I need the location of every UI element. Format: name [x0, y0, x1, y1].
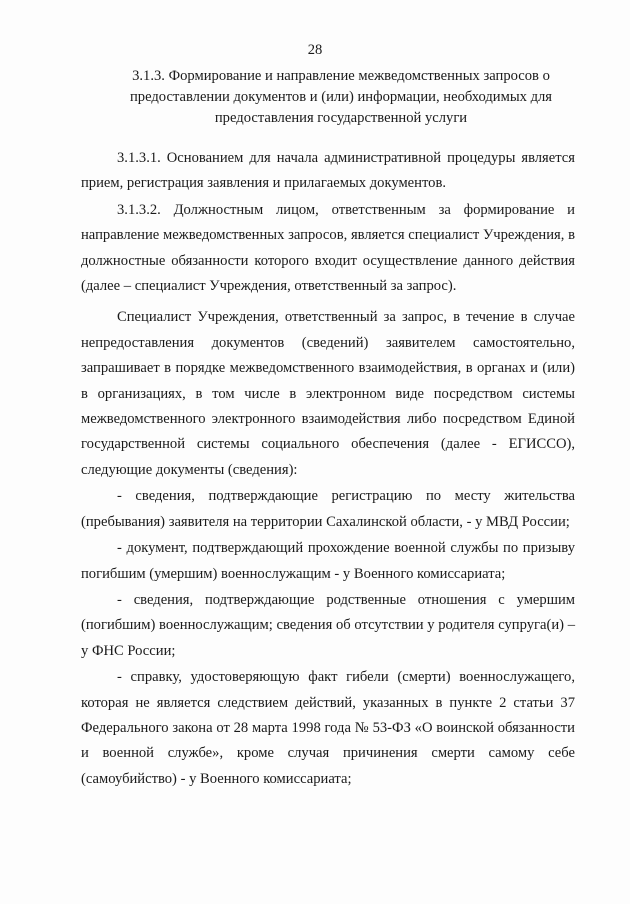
- paragraph-basis: 3.1.3.1. Основанием для начала административной процедуры является прием, регистрация заявления и прилагаемых документов.: [81, 150, 575, 192]
- page-number: 28: [307, 42, 323, 58]
- list-item-family-relations: - сведения, подтверждающие родственные отношения с умершим (погибшим) военнослужащим; сведения об отсутствии у родителя супруга(и) – у ФНС России;: [81, 591, 575, 659]
- section-heading: 3.1.3. Формирование и направление межведомственных запросов о предоставлении документов и (или) информации, необходимых для предоставления государственной услуги: [129, 68, 552, 126]
- paragraph-specialist-request: Специалист Учреждения, ответственный за запрос, в течение в случае непредоставления документов (сведений) заявителем самостоятельно, запрашивает в порядке межведомственного взаимодействия, в органах и (или) в организациях, в том числе в электронном виде посредством системы межведомственного электронного взаимодействия либо посредством Единой государственной системы социального обеспечения (далее - ЕГИССО), следующие документы (сведения):: [81, 309, 575, 478]
- list-item-military-service: - документ, подтверждающий прохождение военной службы по призыву погибшим (умершим) военнослужащим - у Военного комиссариата;: [81, 540, 575, 582]
- list-item-death-certificate: - справку, удостоверяющую факт гибели (смерти) военнослужащего, которая не является следствием действий, указанных в пункте 2 статьи 37 Федерального закона от 28 марта 1998 года № 53-ФЗ «О воинской обязанности и военной службе», кроме случая причинения смерти самому себе (самоубийство) - у Военного комиссариата;: [81, 669, 575, 787]
- list-item-registration: - сведения, подтверждающие регистрацию по месту жительства (пребывания) заявителя на территории Сахалинской области, - у МВД России;: [81, 488, 575, 530]
- document-body: [81, 146, 575, 792]
- paragraph-responsible-official: 3.1.3.2. Должностным лицом, ответственным за формирование и направление межведомственных запросов, является специалист Учреждения, в должностные обязанности которого входит осуществление данного действия (далее – специалист Учреждения, ответственный за запрос).: [81, 201, 575, 295]
